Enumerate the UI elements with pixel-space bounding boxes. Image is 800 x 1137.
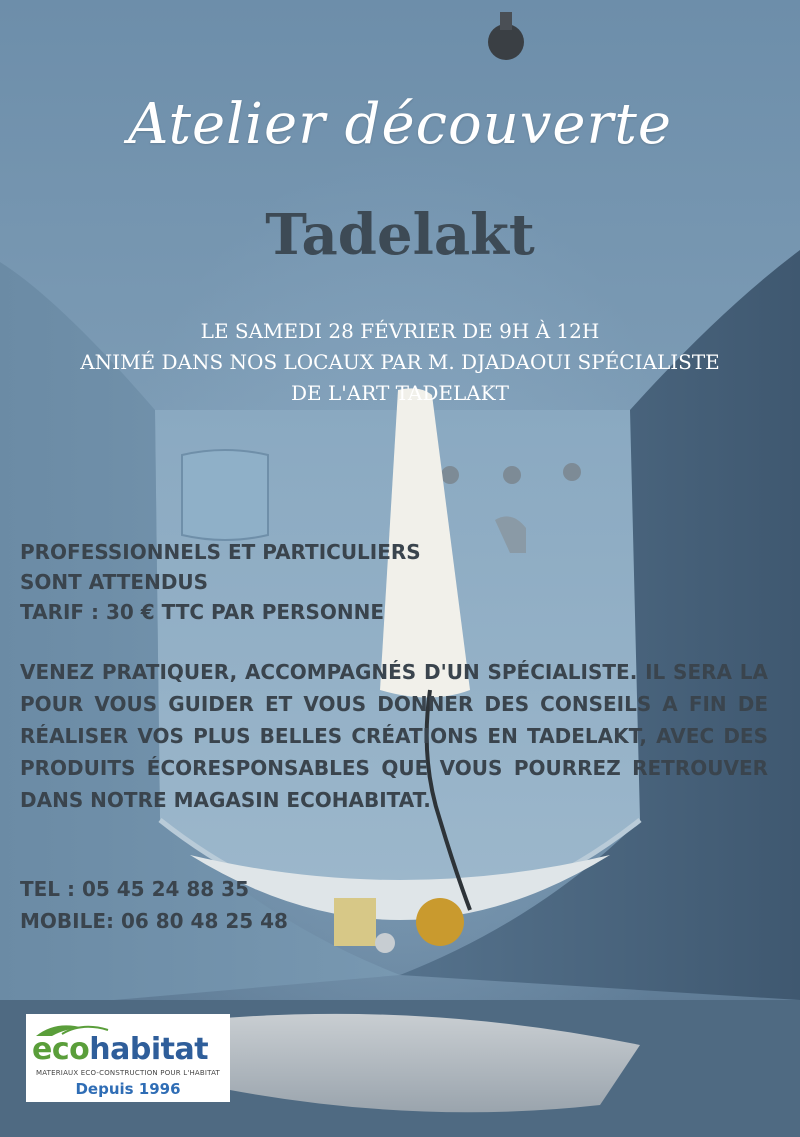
ecohabitat-logo [26,1014,230,1102]
poster-title-script: Atelier découverte [128,92,672,157]
audience-line-2: SONT ATTENDUS [20,570,209,594]
event-date-line: LE SAMEDI 28 FÉVRIER DE 9H À 12H [200,319,600,343]
logo-habitat-text: habitat [89,1032,209,1067]
event-details [20,316,780,409]
logo-tagline: MATERIAUX ECO-CONSTRUCTION POUR L'HABITAT [35,1069,221,1077]
workshop-description: VENEZ PRATIQUER, ACCOMPAGNÉS D'UN SPÉCIALISTE. IL SERA LA POUR VOUS GUIDER ET VOUS DONNER DES CONSEILS A FIN DE RÉALISER VOS PLUS BELLES CRÉATIONS EN TADELAKT, AVEC DES PRODUITS ÉCORESPONSABLES QUE VOUS POURREZ RETROUVER DANS NOTRE MAGASIN ECOHABITAT. [20,660,768,812]
audience-line-1: PROFESSIONNELS ET PARTICULIERS [20,540,421,564]
event-host-line-2: DE L'ART TADELAKT [291,381,509,405]
phone-number: TEL : 05 45 24 88 35 [20,877,249,901]
mobile-number: MOBILE: 06 80 48 25 48 [20,909,288,933]
audience-and-price [20,537,540,627]
contact-info [20,873,540,937]
poster-title-main: Tadelakt [265,202,535,268]
price-line: TARIF : 30 € TTC PAR PERSONNE [20,600,384,624]
logo-wordmark [32,1032,228,1067]
logo-eco-text: eco [32,1032,90,1067]
event-host-line: ANIMÉ DANS NOS LOCAUX PAR M. DJADAOUI SPÉCIALISTE [80,350,720,374]
logo-since: Depuis 1996 [75,1080,181,1098]
